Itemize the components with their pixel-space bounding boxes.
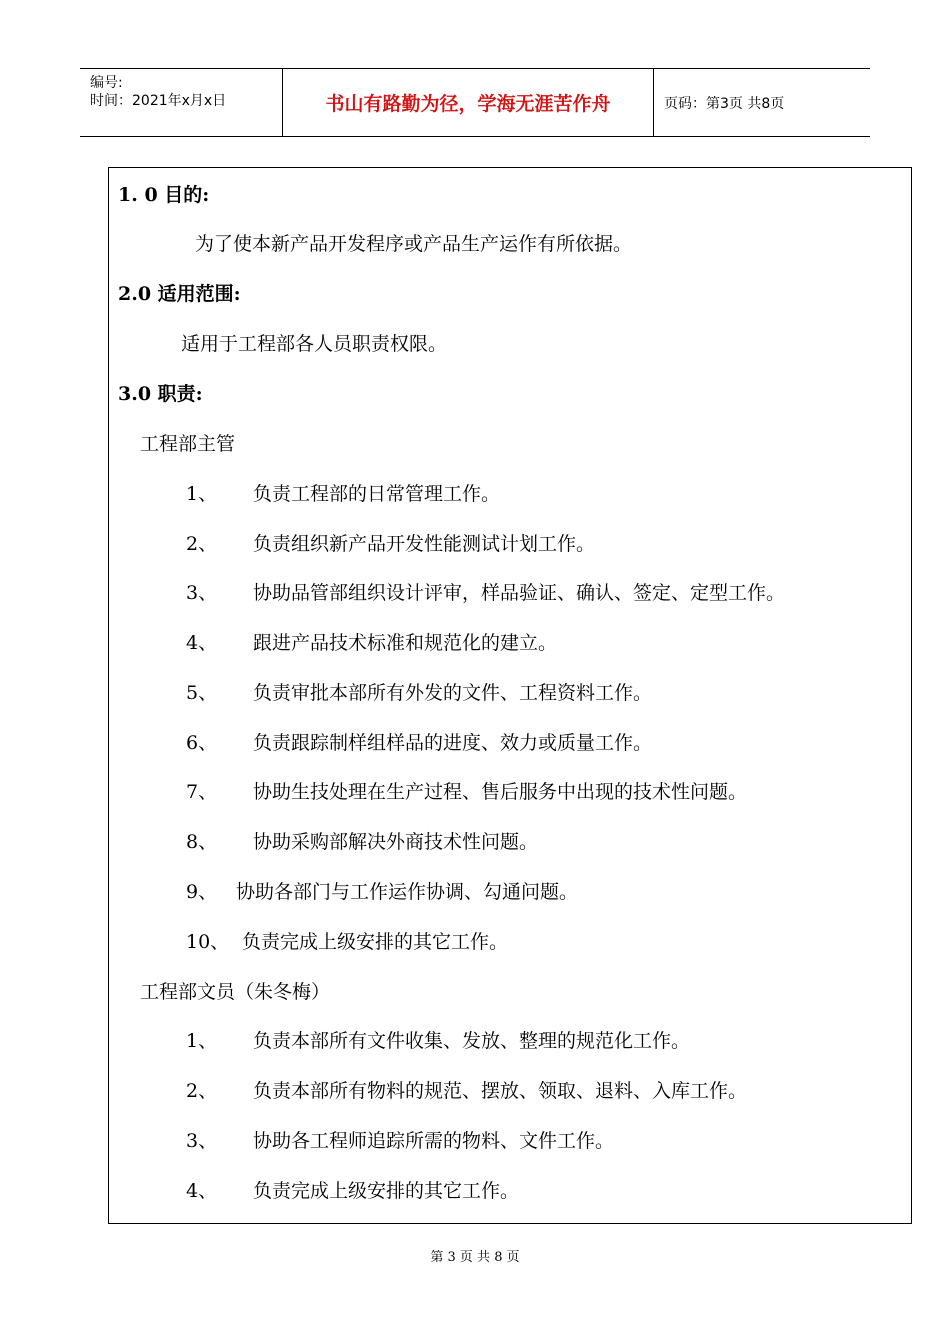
list-item-number: 2、 — [186, 533, 218, 555]
list-item: 协助品管部组织设计评审，样品验证、确认、签定、定型工作。 — [253, 582, 786, 604]
list-item-number: 3、 — [186, 1130, 218, 1152]
list-item-number: 10、 — [186, 931, 230, 953]
list-item: 负责完成上级安排的其它工作。 — [242, 931, 509, 953]
clerk-title: 工程部文员（朱冬梅） — [140, 981, 331, 1003]
list-item: 负责组织新产品开发性能测试计划工作。 — [253, 533, 596, 555]
header-motto: 书山有路勤为径，学海无涯苦作舟 — [283, 69, 654, 136]
list-item-number: 1、 — [186, 483, 218, 505]
list-item: 负责跟踪制样组样品的进度、效力或质量工作。 — [253, 732, 653, 754]
list-item: 负责本部所有物料的规范、摆放、领取、退料、入库工作。 — [253, 1080, 748, 1102]
list-item-number: 4、 — [186, 632, 218, 654]
list-item: 协助各工程师追踪所需的物料、文件工作。 — [253, 1130, 615, 1152]
list-item: 负责本部所有文件收集、发放、整理的规范化工作。 — [253, 1030, 691, 1052]
document-date-label: 时间：2021年x月x日 — [90, 93, 227, 109]
section-2-title: 2.0 适用范围: — [118, 283, 241, 305]
section-1-title: 1. 0 目的: — [118, 184, 210, 206]
list-item-number: 8、 — [186, 831, 218, 853]
list-item-number: 4、 — [186, 1180, 218, 1202]
section-1-text: 为了使本新产品开发程序或产品生产运作有所依据。 — [195, 233, 633, 255]
page-header — [80, 68, 870, 137]
content-box — [108, 167, 912, 1224]
document-code-label: 编号: — [90, 75, 123, 91]
header-info-cell — [80, 69, 283, 136]
section-3-title: 3.0 职责: — [118, 383, 203, 405]
supervisor-title: 工程部主管 — [140, 433, 236, 455]
list-item: 跟进产品技术标准和规范化的建立。 — [253, 632, 558, 654]
section-2-text: 适用于工程部各人员职责权限。 — [181, 333, 448, 355]
list-item-number: 2、 — [186, 1080, 218, 1102]
page-footer: 第 3 页 共 8 页 — [430, 1250, 520, 1265]
list-item-number: 9、 — [186, 881, 218, 903]
list-item-number: 1、 — [186, 1030, 218, 1052]
list-item-number: 5、 — [186, 682, 218, 704]
header-page-info: 页码：第3页 共8页 — [664, 95, 785, 112]
list-item: 协助生技处理在生产过程、售后服务中出现的技术性问题。 — [253, 781, 748, 803]
list-item: 协助各部门与工作运作协调、勾通问题。 — [236, 881, 579, 903]
list-item-number: 6、 — [186, 732, 218, 754]
list-item-number: 3、 — [186, 582, 218, 604]
list-item: 负责审批本部所有外发的文件、工程资料工作。 — [253, 682, 653, 704]
list-item: 协助采购部解决外商技术性问题。 — [253, 831, 539, 853]
list-item: 负责完成上级安排的其它工作。 — [253, 1180, 520, 1202]
list-item: 负责工程部的日常管理工作。 — [253, 483, 501, 505]
list-item-number: 7、 — [186, 781, 218, 803]
